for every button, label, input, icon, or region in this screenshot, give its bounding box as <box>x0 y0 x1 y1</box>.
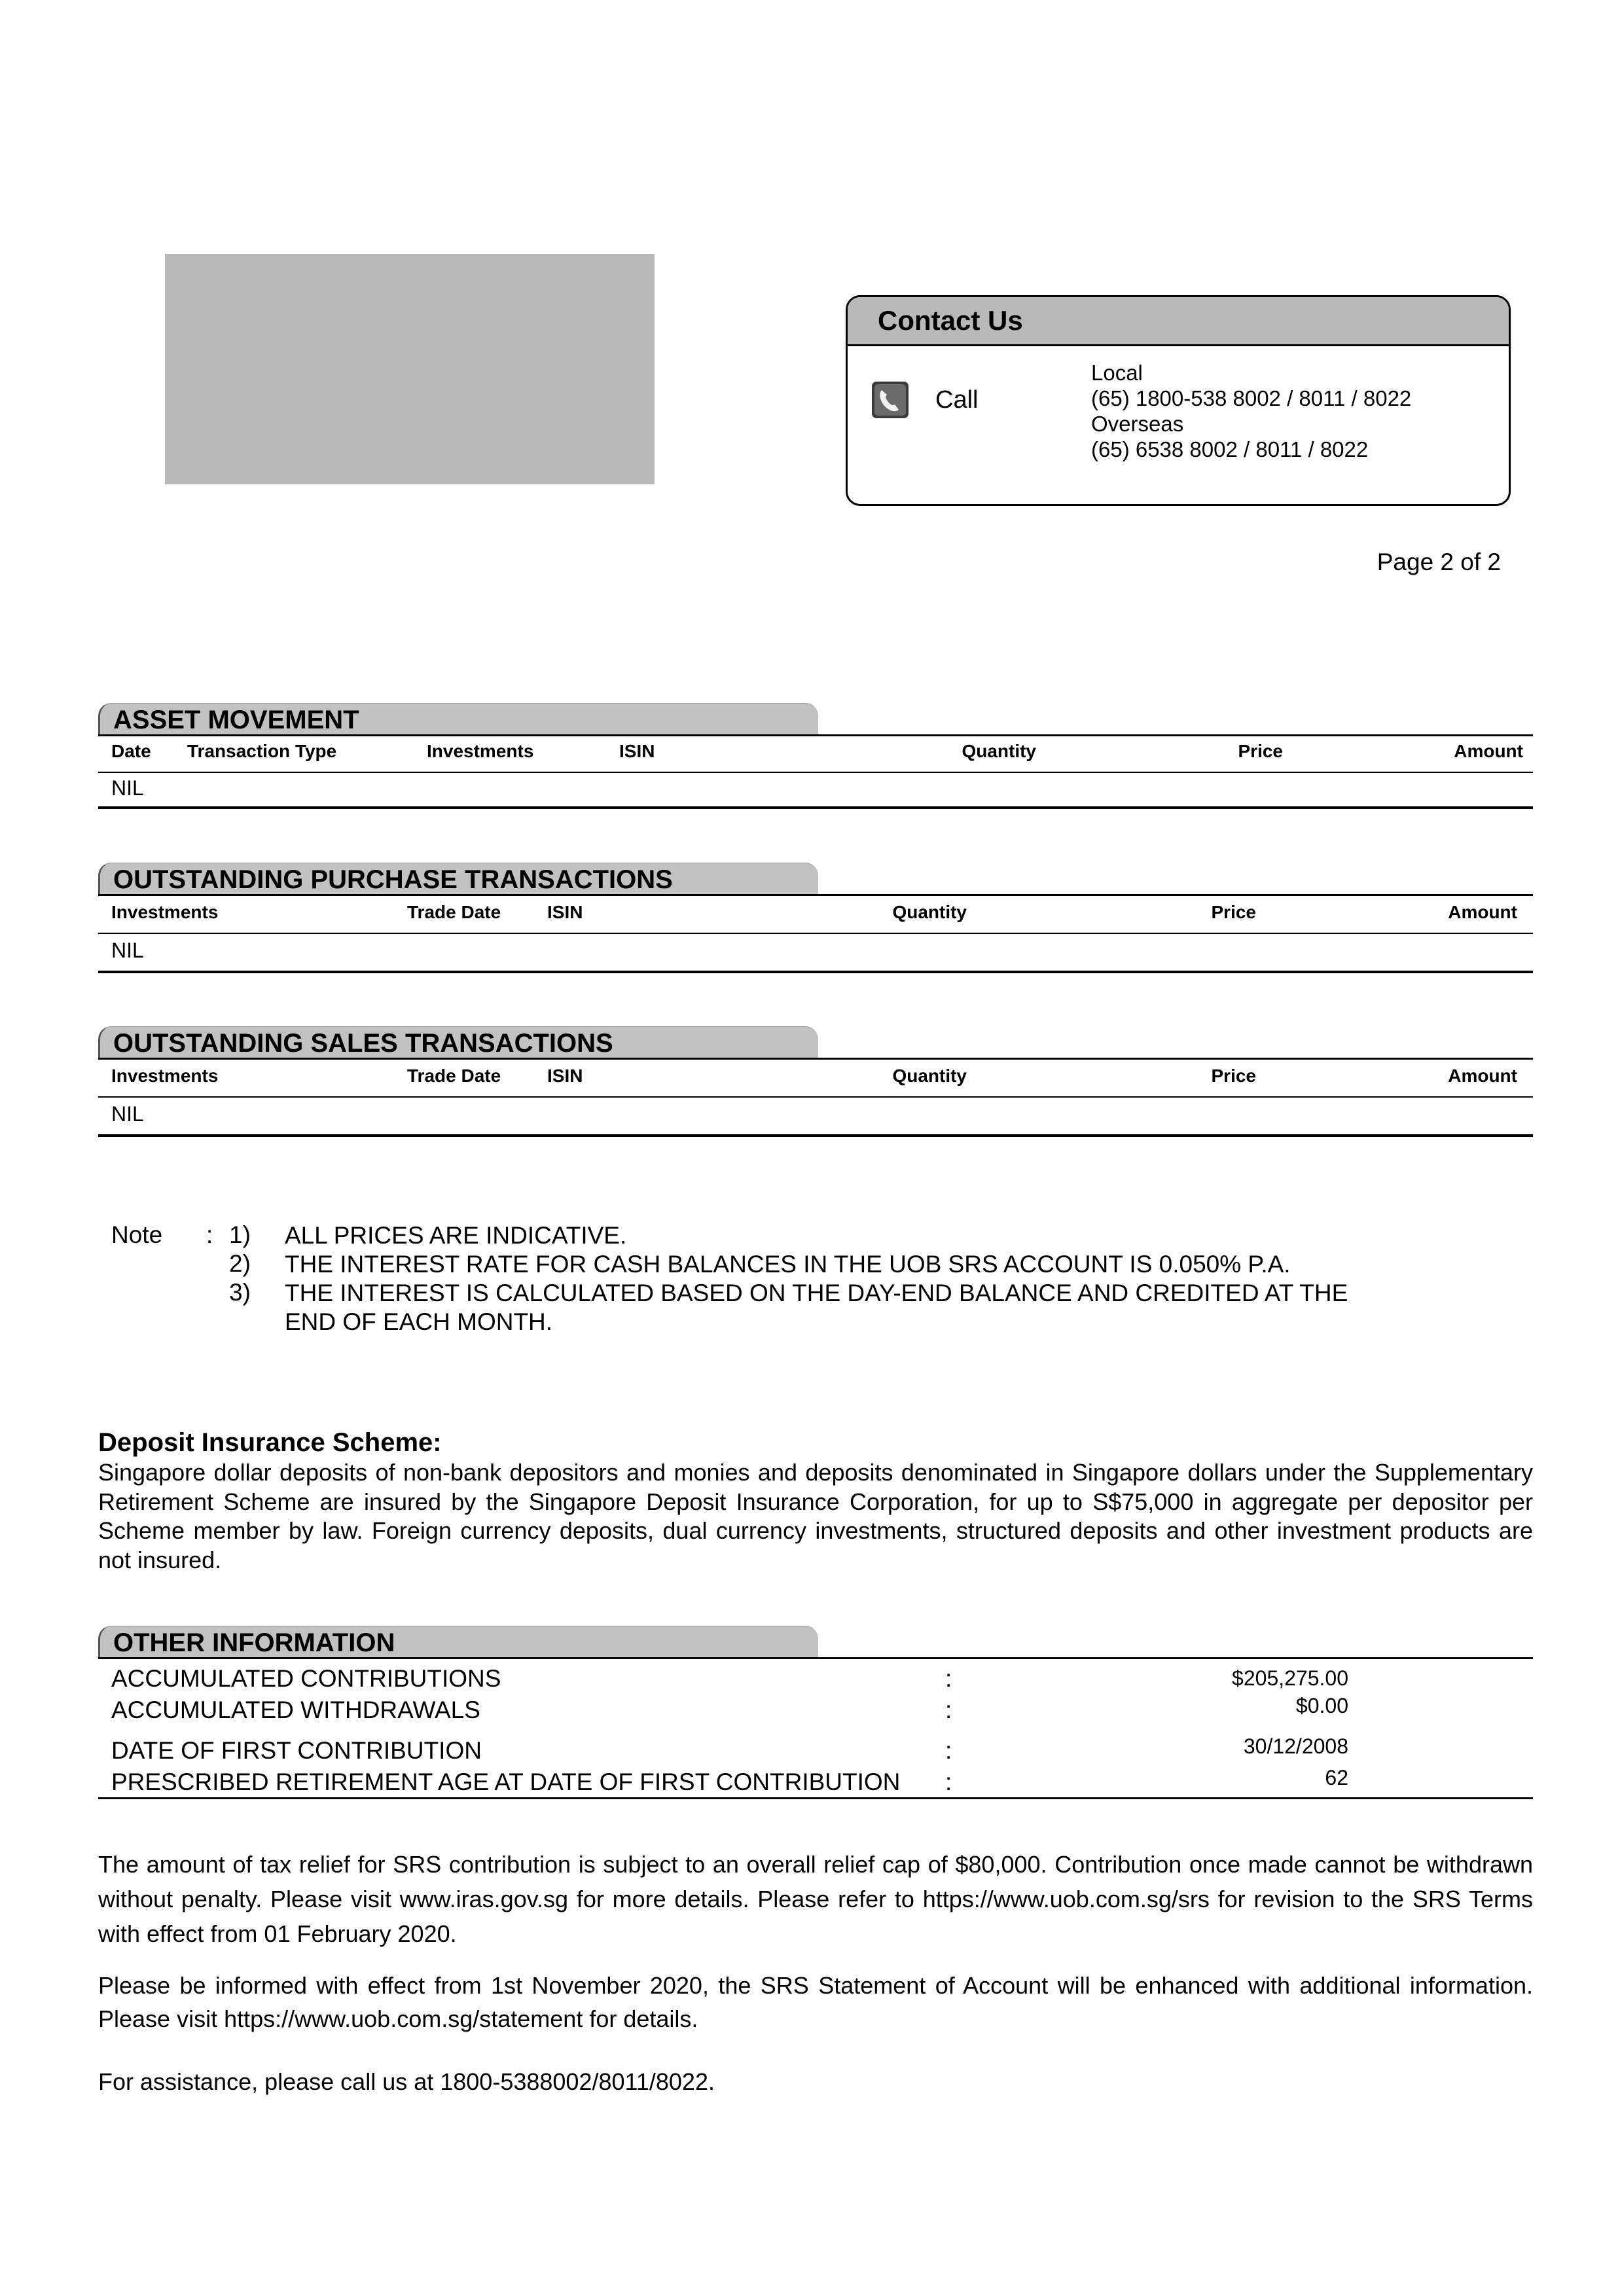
column-header: Transaction Type <box>187 741 337 761</box>
column-header: Amount <box>1454 741 1523 761</box>
info-label: PRESCRIBED RETIREMENT AGE AT DATE OF FIRST CONTRIBUTION <box>111 1768 901 1795</box>
deposit-insurance-title: Deposit Insurance Scheme: <box>98 1428 442 1457</box>
note-text: ALL PRICES ARE INDICATIVE. <box>285 1222 627 1249</box>
column-header: Investments <box>111 902 219 922</box>
divider <box>98 1096 1533 1098</box>
call-label: Call <box>935 386 979 414</box>
outstanding-purchase-title: OUTSTANDING PURCHASE TRANSACTIONS <box>98 863 818 894</box>
divider <box>98 1797 1533 1799</box>
page-number: Page 2 of 2 <box>1377 548 1501 575</box>
info-label: ACCUMULATED WITHDRAWALS <box>111 1696 480 1723</box>
deposit-insurance-body: Singapore dollar deposits of non-bank depositors and monies and deposits denominated in Singapore dollars under the Supplementary Retirement Scheme are insured by the Singapore Deposit Insurance Corporation, for up to S$75,000 in aggregate per depositor per Scheme member by law. Foreign currency deposits, dual currency investments, structured deposits and other investment products are not insured. <box>98 1459 1533 1573</box>
divider <box>98 1134 1533 1137</box>
info-colon: : <box>945 1665 952 1692</box>
asset-movement-title: ASSET MOVEMENT <box>98 703 818 734</box>
column-header: Trade Date <box>407 902 501 922</box>
overseas-label: Overseas <box>1091 412 1184 436</box>
statement-enhancement-paragraph: Please be informed with effect from 1st November 2020, the SRS Statement of Account will be enhanced with additional information. Please visit https://www.uob.com.sg/statement for details. <box>98 1972 1533 2032</box>
divider <box>98 1657 1533 1659</box>
info-colon: : <box>945 1768 952 1795</box>
divider <box>98 971 1533 973</box>
column-header: Quantity <box>892 902 967 922</box>
divider <box>98 734 1533 736</box>
note-number: 3) <box>229 1279 251 1306</box>
column-header: ISIN <box>619 741 655 761</box>
first-contribution-date-value: 30/12/2008 <box>1243 1734 1348 1758</box>
column-header: Quantity <box>892 1066 967 1086</box>
note-colon: : <box>206 1221 213 1248</box>
info-label: DATE OF FIRST CONTRIBUTION <box>111 1737 482 1764</box>
column-header: Quantity <box>962 741 1036 761</box>
divider <box>98 894 1533 896</box>
column-header: Amount <box>1448 1066 1517 1086</box>
divider <box>98 933 1533 934</box>
note-number: 1) <box>229 1221 251 1248</box>
contact-us-title: Contact Us <box>848 297 1509 346</box>
column-header: Date <box>111 741 151 761</box>
column-header: ISIN <box>547 902 583 922</box>
note-text-continued: END OF EACH MONTH. <box>285 1308 553 1335</box>
tax-relief-paragraph: The amount of tax relief for SRS contribution is subject to an overall relief cap of $80,000. Contribution once made cannot be withdrawn without penalty. Please visit www.iras.gov.sg for more details. Please refer to https://www.uob.com.sg/srs for revision to the SRS Terms with effect from 01 February 2020. <box>98 1851 1533 1947</box>
accumulated-contributions-value: $205,275.00 <box>1232 1666 1348 1690</box>
table-row: NIL <box>111 776 144 800</box>
column-header: Price <box>1211 902 1256 922</box>
column-header: Investments <box>427 741 534 761</box>
table-row: NIL <box>111 939 144 962</box>
local-numbers: (65) 1800-538 8002 / 8011 / 8022 <box>1091 386 1412 410</box>
table-row: NIL <box>111 1102 144 1126</box>
note-label: Note <box>111 1221 163 1248</box>
column-header: Amount <box>1448 902 1517 922</box>
column-header: Price <box>1238 741 1283 761</box>
column-header: ISIN <box>547 1066 583 1086</box>
retirement-age-value: 62 <box>1325 1766 1348 1789</box>
info-colon: : <box>945 1737 952 1764</box>
redacted-logo-block <box>165 254 655 484</box>
column-header: Investments <box>111 1066 219 1086</box>
assistance-paragraph: For assistance, please call us at 1800-5388002/8011/8022. <box>98 2068 715 2095</box>
note-text: THE INTEREST RATE FOR CASH BALANCES IN THE UOB SRS ACCOUNT IS 0.050% P.A. <box>285 1251 1291 1278</box>
info-label: ACCUMULATED CONTRIBUTIONS <box>111 1665 501 1692</box>
note-number: 2) <box>229 1250 251 1277</box>
other-information-title: OTHER INFORMATION <box>98 1626 818 1657</box>
overseas-numbers: (65) 6538 8002 / 8011 / 8022 <box>1091 437 1369 461</box>
contact-us-box <box>846 295 1511 506</box>
contact-numbers <box>1091 360 1411 462</box>
local-label: Local <box>1091 361 1143 385</box>
divider <box>98 772 1533 773</box>
note-text: THE INTEREST IS CALCULATED BASED ON THE DAY-END BALANCE AND CREDITED AT THE <box>285 1280 1348 1306</box>
column-header: Trade Date <box>407 1066 501 1086</box>
info-colon: : <box>945 1696 952 1723</box>
outstanding-sales-title: OUTSTANDING SALES TRANSACTIONS <box>98 1026 818 1058</box>
divider <box>98 1058 1533 1060</box>
phone-icon <box>871 381 909 419</box>
accumulated-withdrawals-value: $0.00 <box>1295 1694 1348 1717</box>
column-header: Price <box>1211 1066 1256 1086</box>
divider <box>98 806 1533 809</box>
